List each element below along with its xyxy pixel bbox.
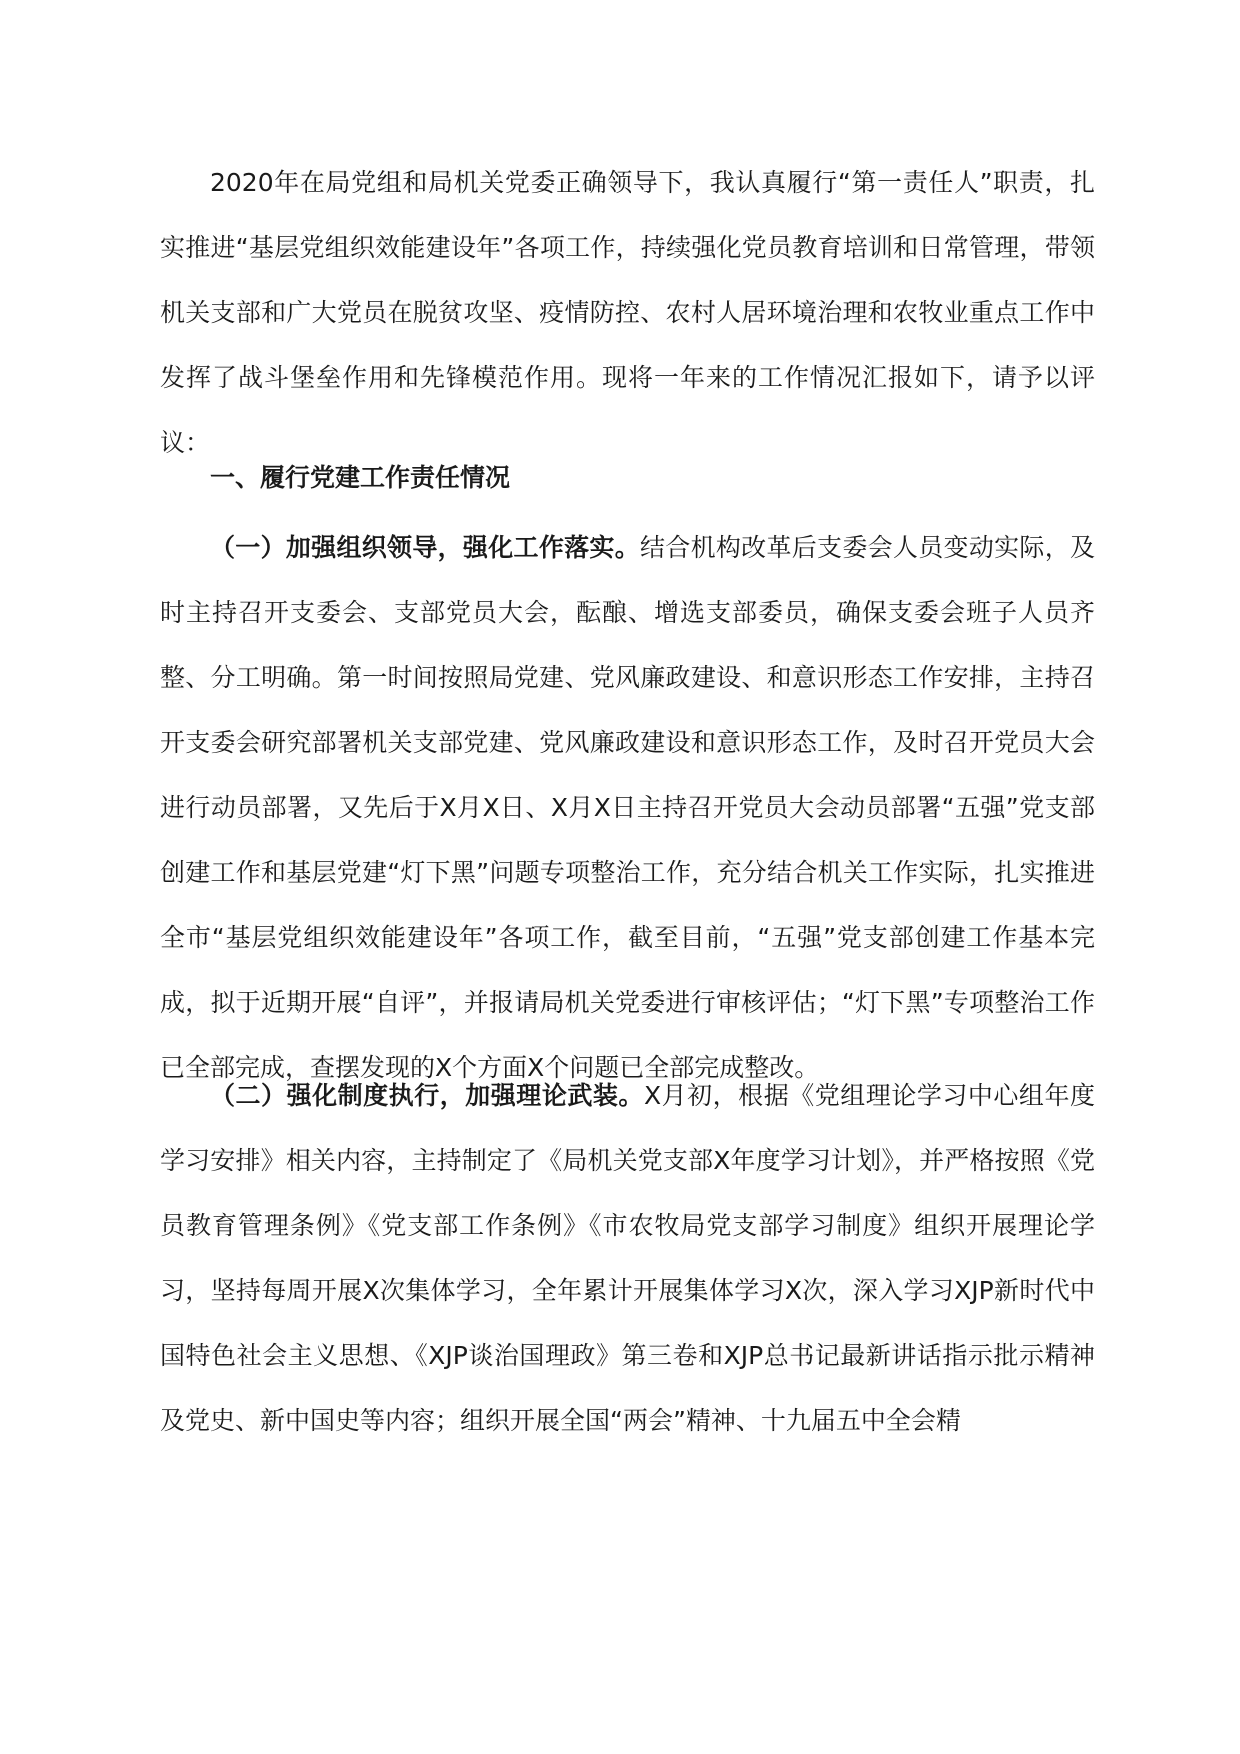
intro-text: 2020年在局党组和局机关党委正确领导下，我认真履行“第一责任人”职责，扎实推进“基层党组织效能建设年”各项工作，持续强化党员教育培训和日常管理，带领机关支部和广大党员在脱贫攻坚、疫情防控、农村人居环境治理和农牧业重点工作中发挥了战斗堡垒作用和先锋模范作用。现将一年来的工作情况汇报如下，请予以评议： xyxy=(160,168,1095,457)
section-heading: 一、履行党建工作责任情况 xyxy=(210,463,511,492)
intro-paragraph xyxy=(160,150,1095,475)
document-page xyxy=(160,0,1095,1754)
item2-paragraph xyxy=(160,1063,1095,1453)
item2-body: X月初，根据《党组理论学习中心组年度学习安排》相关内容，主持制定了《局机关党支部X年度学习计划》，并严格按照《党员教育管理条例》《党支部工作条例》《市农牧局党支部学习制度》组织开展理论学习，坚持每周开展X次集体学习，全年累计开展集体学习X次，深入学习XJP新时代中国特色社会主义思想、《XJP谈治国理政》第三卷和XJP总书记最新讲话指示批示精神及党史、新中国史等内容；组织开展全国“两会”精神、十九届五中全会精 xyxy=(160,1081,1095,1435)
item1-lead: （一）加强组织领导，强化工作落实。 xyxy=(210,533,640,562)
item1-paragraph xyxy=(160,515,1095,1100)
item1-body: 结合机构改革后支委会人员变动实际，及时主持召开支委会、支部党员大会，酝酿、增选支部委员，确保支委会班子人员齐整、分工明确。第一时间按照局党建、党风廉政建设、和意识形态工作安排，主持召开支委会研究部署机关支部党建、党风廉政建设和意识形态工作，及时召开党员大会进行动员部署，又先后于X月X日、X月X日主持召开党员大会动员部署“五强”党支部创建工作和基层党建“灯下黑”问题专项整治工作，充分结合机关工作实际，扎实推进全市“基层党组织效能建设年”各项工作，截至目前，“五强”党支部创建工作基本完成，拟于近期开展“自评”，并报请局机关党委进行审核评估；“灯下黑”专项整治工作已全部完成，查摆发现的X个方面X个问题已全部完成整改。 xyxy=(160,533,1095,1082)
item2-lead: （二）强化制度执行，加强理论武装。 xyxy=(210,1081,644,1110)
